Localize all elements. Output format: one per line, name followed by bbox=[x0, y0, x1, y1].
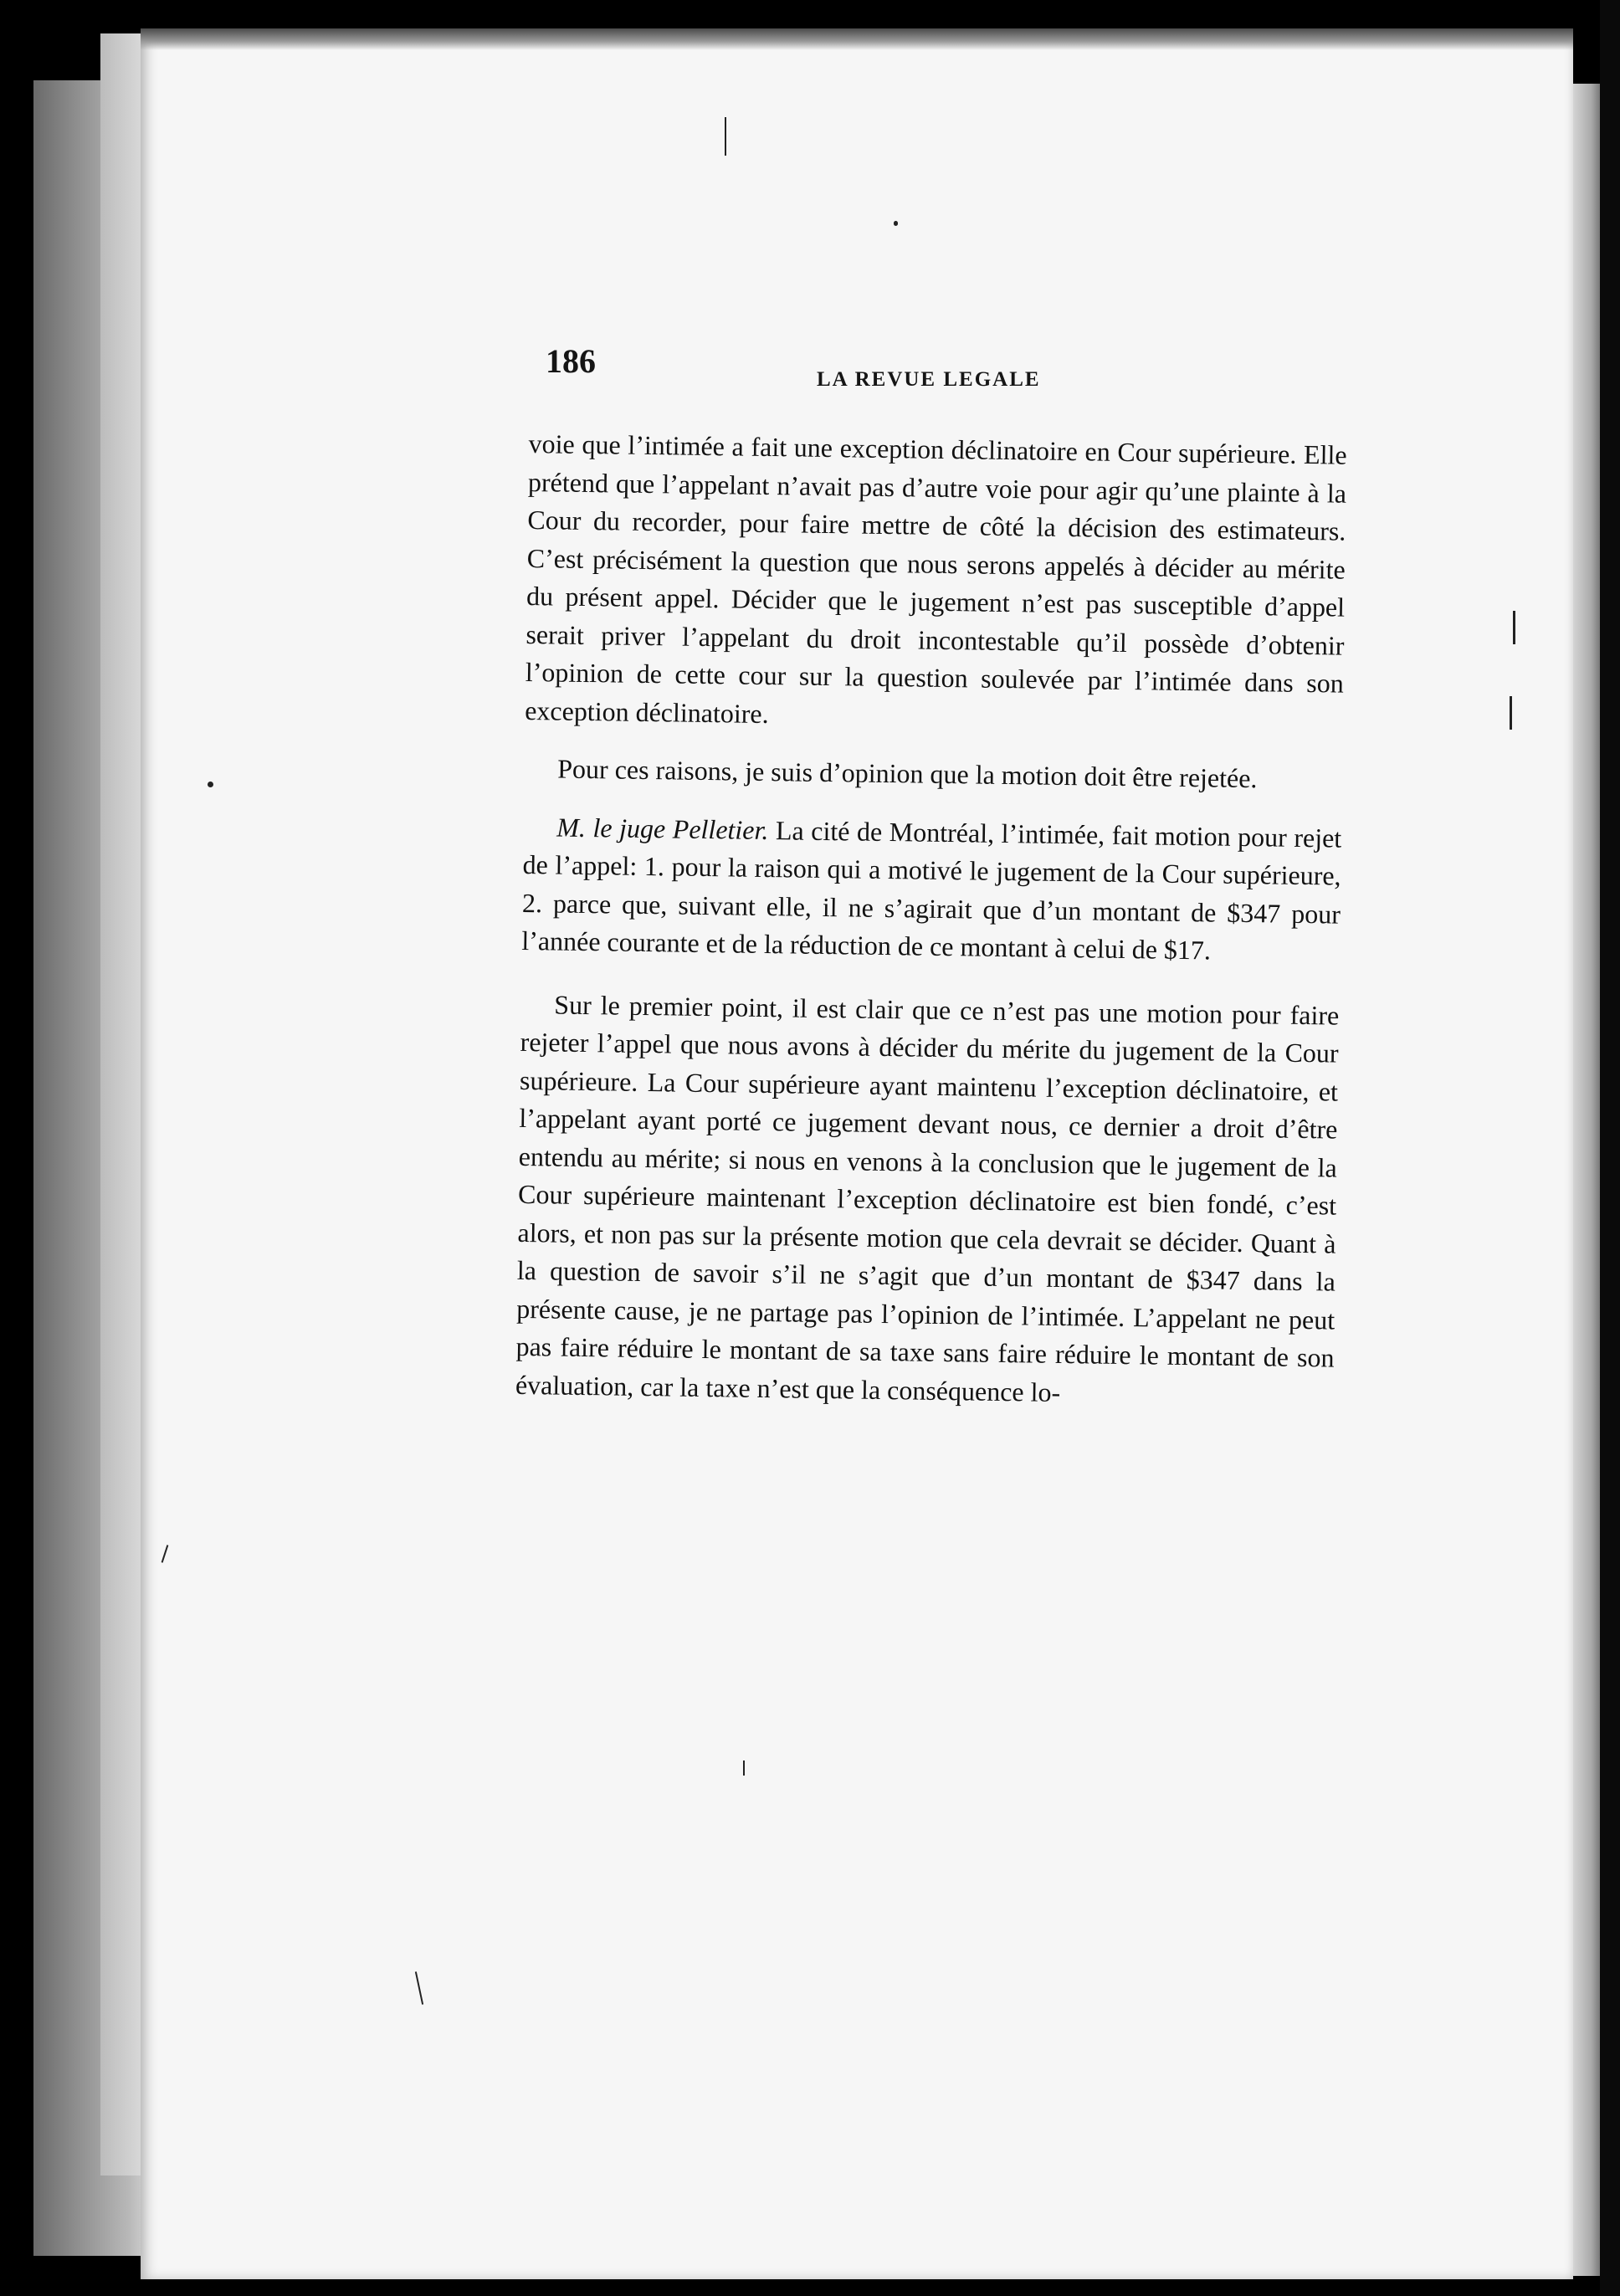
page-number: 186 bbox=[546, 342, 596, 380]
judge-name: M. le juge Pelletier. bbox=[556, 812, 769, 845]
paragraph-text: La cité de Montréal, l’intimée, fait motion pour rejet de l’appel: 1. pour la raison qui a motivé le jugement de la Cour supérieure, 2. parce que, suivant elle, il ne s’agirait que d’un montant de $347 pour l’année courante et de la réduction de ce montant à celui de $17. bbox=[521, 814, 1342, 966]
speck-mark bbox=[208, 782, 213, 787]
paper-top-shadow bbox=[141, 28, 1573, 50]
running-head: LA REVUE LEGALE bbox=[817, 368, 1041, 391]
speck-mark bbox=[743, 1760, 745, 1776]
speck-mark bbox=[894, 221, 898, 226]
scan-border-right bbox=[1600, 0, 1620, 2296]
paragraph bbox=[521, 807, 1341, 971]
speck-mark bbox=[1510, 696, 1512, 730]
body-text bbox=[515, 425, 1347, 1416]
paragraph: Sur le premier point, il est clair que ce n’est pas une motion pour faire rejeter l’appel que nous avons à décider du mérite du jugement de la Cour supérieure. La Cour supérieure ayant maintenu l’exception déclinatoire, et l’appelant ayant porté ce jugement devant nous, ce dernier a droit d’être entendu au mérite; si nous en venons à la conclusion que le jugement de la Cour supérieure maintenant l’exception déclinatoire est bien fondé, c’est alors, et non pas sur la présente motion que cela devrait se décider. Quant à la question de savoir s’il ne s’agit que d’un montant de $347 dans la présente cause, je ne partage pas l’opinion de l’intimée. L’appelant ne peut pas faire réduire le montant de sa taxe sans faire réduire le montant de son évaluation, car la taxe n’est que la conséquence lo- bbox=[515, 988, 1340, 1407]
speck-mark bbox=[1513, 611, 1515, 644]
paragraph: voie que l’intimée a fait une exception déclinatoire en Cour supérieure. Elle prétend que l’appelant n’avait pas d’autre voie pour agir qu’une plainte à la Cour du recorder, pour faire mettre de côté la décision des estimateurs. C’est précisément la question que nous serons appelés à décider au mérite du présent appel. Décider que le jugement n’est pas susceptible d’appel serait priver l’appelant du droit incontestable qu’il possède d’obtenir l’opinion de cette cour sur la question soulevée par l’intimée dans son exception déclinatoire. bbox=[524, 428, 1347, 729]
paragraph: Pour ces raisons, je suis d’opinion que la motion doit être rejetée. bbox=[557, 753, 1258, 794]
speck-mark bbox=[725, 117, 726, 156]
